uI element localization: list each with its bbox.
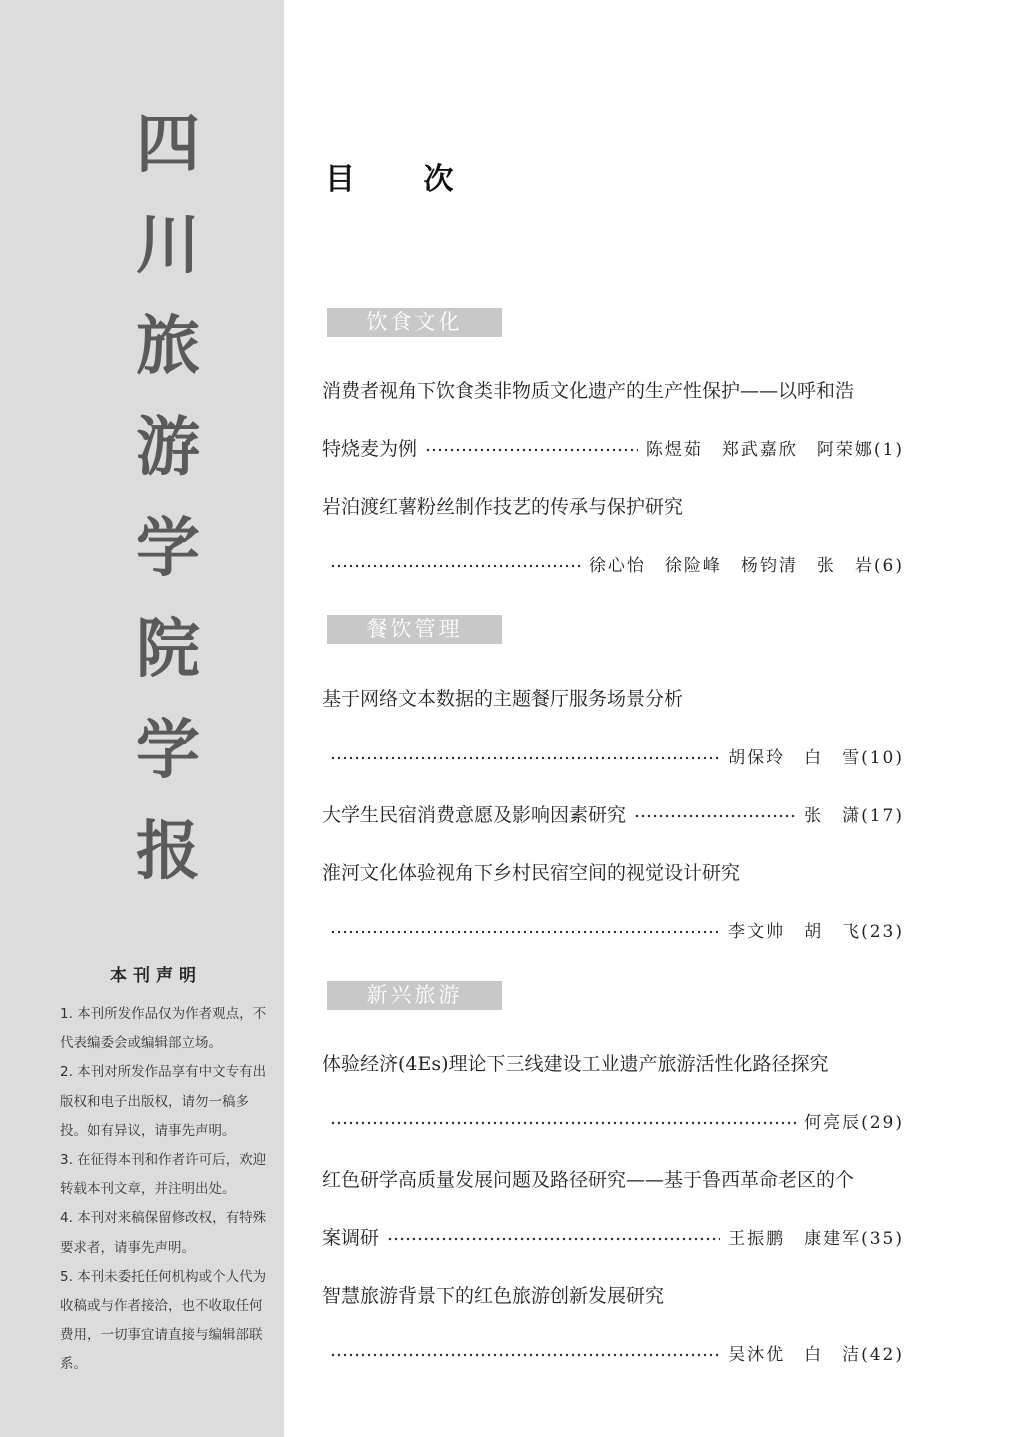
article-title: 消费者视角下饮食类非物质文化遗产的生产性保护——以呼和浩 <box>322 379 855 402</box>
article-title: 红色研学高质量发展问题及路径研究——基于鲁西革命老区的个 <box>322 1168 855 1191</box>
toc-line[interactable] <box>322 856 904 886</box>
article-title: 特烧麦为例 <box>322 437 418 460</box>
article-authors-page: 何亮辰(29) <box>804 1112 904 1133</box>
toc-line[interactable] <box>322 1163 904 1193</box>
article-authors-page: 胡保玲 白 雪(10) <box>728 747 904 768</box>
journal-title-vertical <box>128 100 208 908</box>
article-title: 基于网络文本数据的主题餐厅服务场景分析 <box>322 687 684 710</box>
article-authors-page: 吴沐优 白 洁(42) <box>728 1344 904 1365</box>
toc-title: 目 次 <box>325 162 454 197</box>
leader-dots <box>387 1237 720 1241</box>
journal-title-char: 报 <box>136 815 200 889</box>
leader-dots <box>330 1353 720 1357</box>
section-label-emerging-tourism: 新兴旅游 <box>327 981 502 1010</box>
journal-title-char: 院 <box>136 613 200 687</box>
leader-dots <box>634 814 796 818</box>
toc-line[interactable] <box>322 1221 904 1251</box>
toc-line[interactable] <box>322 914 904 944</box>
leader-dots <box>330 1121 796 1125</box>
article-title: 岩泊渡红薯粉丝制作技艺的传承与保护研究 <box>322 495 684 518</box>
toc-line[interactable] <box>322 682 904 712</box>
article-title: 智慧旅游背景下的红色旅游创新发展研究 <box>322 1284 665 1307</box>
article-authors-page: 王振鹏 康建军(35) <box>728 1228 904 1249</box>
leader-dots <box>330 756 720 760</box>
leader-dots <box>330 564 581 568</box>
leader-dots <box>425 448 638 452</box>
leader-dots <box>330 930 720 934</box>
notice-title: 本刊声明 <box>110 966 202 986</box>
notice-item: 5. 本刊未委托任何机构或个人代为收稿或与作者接洽，也不收取任何费用，一切事宜请直接与编辑部联系。 <box>60 1268 267 1373</box>
journal-title-char: 学 <box>136 512 200 586</box>
toc-line[interactable] <box>322 1105 904 1135</box>
notice-list <box>60 1000 274 1380</box>
sidebar-panel <box>0 0 284 1437</box>
article-title: 淮河文化体验视角下乡村民宿空间的视觉设计研究 <box>322 861 741 884</box>
toc-line[interactable] <box>322 1047 904 1077</box>
toc-line[interactable] <box>322 798 904 828</box>
notice-item: 1. 本刊所发作品仅为作者观点，不代表编委会或编辑部立场。 <box>60 1006 267 1052</box>
toc-line[interactable] <box>322 1279 904 1309</box>
journal-title-char: 川 <box>136 209 200 283</box>
section-label-food-culture: 饮食文化 <box>327 308 502 337</box>
notice-item: 2. 本刊对所发作品享有中文专有出版权和电子出版权，请勿一稿多投。如有异议，请事先声明。 <box>60 1064 267 1139</box>
article-authors-page: 张 潇(17) <box>804 805 904 826</box>
toc-line[interactable] <box>322 490 904 520</box>
journal-title-char: 四 <box>136 108 200 182</box>
toc-line[interactable] <box>322 374 904 404</box>
journal-title-char: 旅 <box>136 310 200 384</box>
journal-title-char: 游 <box>136 411 200 485</box>
toc-line[interactable] <box>322 432 904 462</box>
article-title: 大学生民宿消费意愿及影响因素研究 <box>322 803 627 826</box>
article-title: 体验经济(4Es)理论下三线建设工业遗产旅游活性化路径探究 <box>322 1052 829 1075</box>
journal-title-char: 学 <box>136 714 200 788</box>
notice-item: 4. 本刊对来稿保留修改权，有特殊要求者，请事先声明。 <box>60 1210 267 1256</box>
article-authors-page: 陈煜茹 郑武嘉欣 阿荣娜(1) <box>645 439 904 460</box>
toc-line[interactable] <box>322 548 904 578</box>
notice-item: 3. 在征得本刊和作者许可后，欢迎转载本刊文章，并注明出处。 <box>60 1152 267 1198</box>
article-title: 案调研 <box>322 1226 380 1249</box>
section-label-catering-management: 餐饮管理 <box>327 615 502 644</box>
article-authors-page: 李文帅 胡 飞(23) <box>728 921 904 942</box>
article-authors-page: 徐心怡 徐险峰 杨钧清 张 岩(6) <box>588 555 904 576</box>
toc-line[interactable] <box>322 1337 904 1367</box>
toc-line[interactable] <box>322 740 904 770</box>
